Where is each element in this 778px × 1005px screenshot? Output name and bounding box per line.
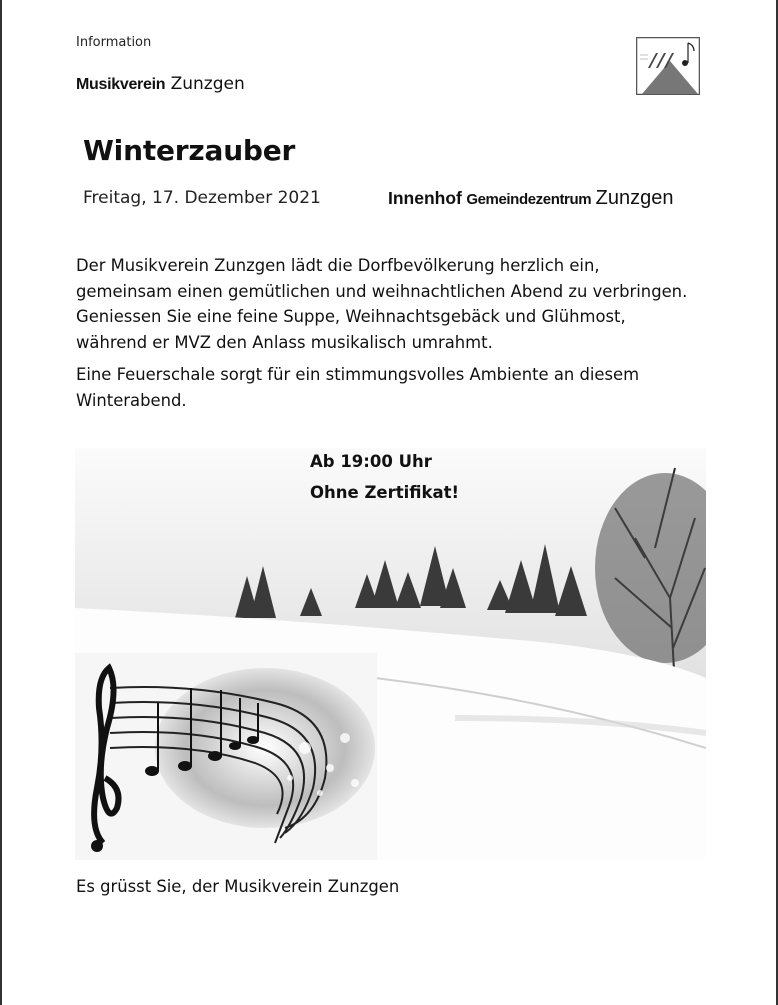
start-time: Ab 19:00 Uhr	[310, 452, 432, 471]
venue-part-3: Zunzgen	[595, 187, 674, 209]
certificate-notice: Ohne Zertifikat!	[310, 483, 460, 502]
venue-part-1: Innenhof	[388, 188, 462, 208]
ambience-paragraph: Eine Feuerschale sorgt für ein stimmungsvolles Ambiente an diesem Winterabend.	[76, 365, 640, 410]
music-notes-graphic	[75, 653, 377, 860]
event-venue	[388, 187, 674, 210]
venue-part-2: Gemeindezentrum	[466, 191, 592, 208]
organization-name-bold: Musikverein	[76, 76, 166, 93]
event-date: Freitag, 17. Dezember 2021	[83, 188, 321, 208]
invitation-paragraph: Der Musikverein Zunzgen lädt die Dorfbevölkerung herzlich ein, gemeinsam einen gemütlichen und weihnachtlichen Abend zu verbringen. Geniessen Sie eine feine Suppe, Weihnachtsgebäck und Glühmost, während er MVZ den Anlass musikalisch umrahmt.	[76, 256, 688, 352]
event-title: Winterzauber	[83, 134, 296, 167]
document-kicker: Information	[76, 35, 152, 50]
musikverein-logo	[636, 37, 700, 95]
page-edge-left	[0, 0, 2, 1005]
organization-name-place: Zunzgen	[170, 74, 245, 94]
closing-greeting: Es grüsst Sie, der Musikverein Zunzgen	[76, 877, 400, 896]
winter-landscape-image	[75, 448, 706, 860]
organization-name	[76, 74, 245, 94]
